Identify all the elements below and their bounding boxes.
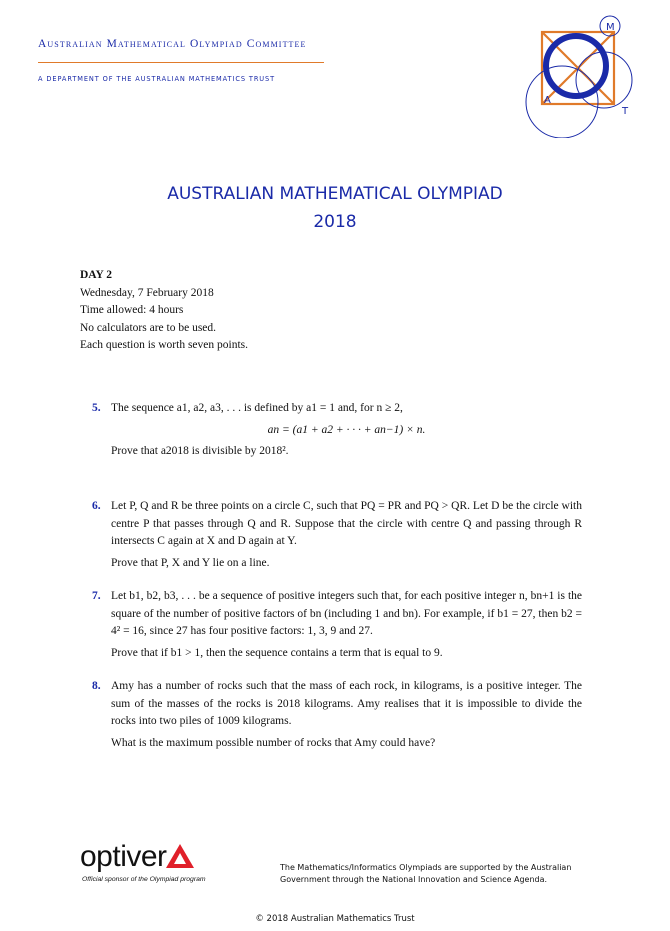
committee-name: Australian Mathematical Olympiad Committee [38, 38, 307, 50]
page-title: AUSTRALIAN MATHEMATICAL OLYMPIAD [167, 184, 503, 204]
question-6 [92, 498, 582, 572]
amt-logo [518, 10, 638, 138]
page-year: 2018 [313, 212, 357, 232]
points-rule: Each question is worth seven points. [80, 339, 249, 351]
support-line-2: Government through the National Innovation and Science Agenda. [280, 875, 548, 884]
exam-info [80, 267, 248, 355]
question-number: 8. [92, 680, 101, 692]
header-divider [38, 62, 324, 63]
question-text: Amy has a number of rocks such that the mass of each rock, in kilograms, is a positive integer. The sum of the masses of the rocks is 2018 kilograms. Amy realises that it is impossible to divide the rocks into two piles of 1009 kilograms. [111, 680, 582, 728]
question-task: What is the maximum possible number of rocks that Amy could have? [111, 736, 436, 749]
question-number: 6. [92, 500, 101, 512]
question-text: The sequence a1, a2, a3, . . . is defined by a1 = 1 and, for n ≥ 2, [111, 402, 403, 414]
exam-date: Wednesday, 7 February 2018 [80, 286, 214, 299]
question-8 [92, 678, 582, 752]
logo-letter-t: T [622, 106, 629, 117]
logo-letter-m: M [606, 22, 615, 33]
time-allowed: Time allowed: 4 hours [80, 304, 184, 316]
day-label: DAY 2 [80, 269, 113, 281]
question-number: 7. [92, 590, 101, 602]
calculator-rule: No calculators are to be used. [80, 321, 217, 334]
question-5 [92, 400, 582, 461]
question-7 [92, 588, 582, 662]
support-note [280, 862, 590, 886]
question-task: Prove that if b1 > 1, then the sequence contains a term that is equal to 9. [111, 646, 443, 659]
sponsor-logo [80, 840, 195, 874]
triangle-icon [165, 843, 195, 869]
copyright: © 2018 Australian Mathematics Trust [255, 914, 415, 924]
question-text: Let b1, b2, b3, . . . be a sequence of positive integers such that, for each positive integer n, bn+1 is the square of the number of positive factors of bn (including 1 and bn). For example, if b1 = 27, then b2 = 4² = 16, since 27 has four positive factors: 1, 3, 9 and 27. [111, 590, 582, 638]
question-number: 5. [92, 402, 101, 414]
support-line-1: The Mathematics/Informatics Olympiads are supported by the Australian [280, 863, 572, 872]
department-line: A DEPARTMENT OF THE AUSTRALIAN MATHEMATICS TRUST [38, 75, 276, 83]
question-equation: an = (a1 + a2 + · · · + an−1) × n. [267, 423, 426, 436]
question-text: Let P, Q and R be three points on a circle C, such that PQ = PR and PQ > QR. Let D be the circle with centre P that passes through Q and R. Suppose that the circle with centre Q and passing through R intersects C again at X and D again at Y. [111, 500, 582, 548]
logo-letter-a: A [544, 95, 551, 106]
question-task: Prove that a2018 is divisible by 2018². [111, 445, 289, 458]
sponsor-name: optiver [80, 840, 167, 873]
sponsor-caption: Official sponsor of the Olympiad program [82, 876, 206, 883]
question-task: Prove that P, X and Y lie on a line. [111, 556, 270, 569]
